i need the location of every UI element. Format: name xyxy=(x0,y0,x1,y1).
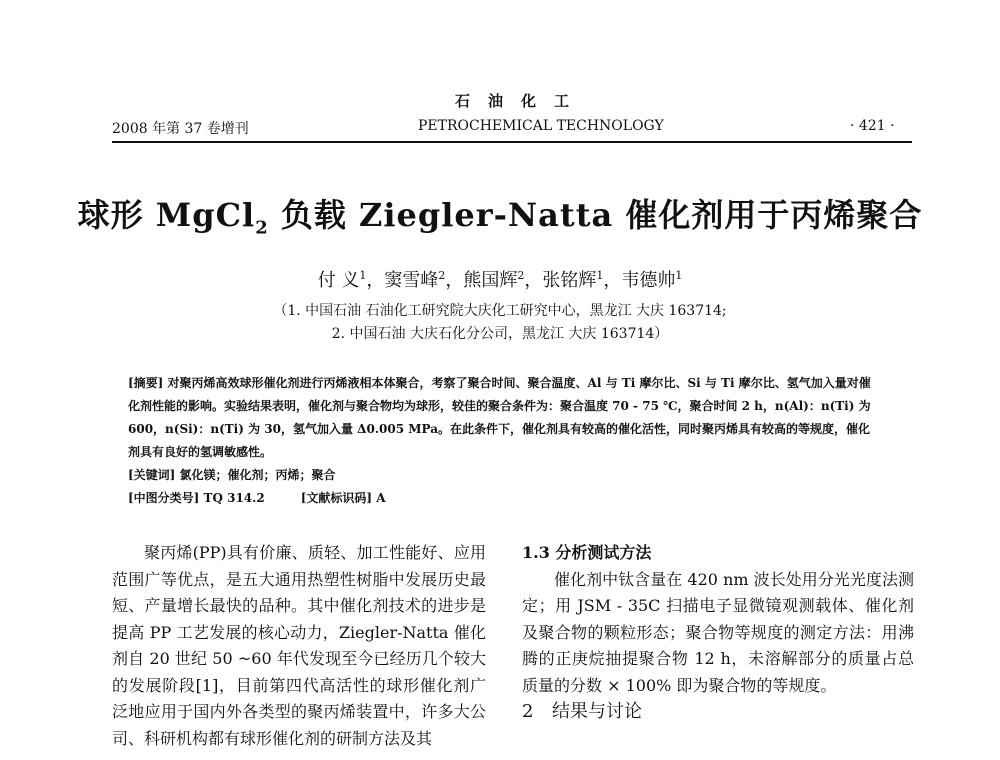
section-2-number: 2 xyxy=(522,701,534,722)
abstract xyxy=(128,372,880,464)
header-rule xyxy=(112,141,912,143)
author-affiliation-mark: 1 xyxy=(596,269,604,282)
author-list: 付 义$^1$，窦雪峰$^2$，熊国辉$^2$，张铭辉$^1$，韦德帅$^1$ xyxy=(317,269,683,291)
author-affiliation-mark: 1 xyxy=(675,269,683,282)
section-2-heading xyxy=(522,699,914,726)
document-code-label: [文献标识码] xyxy=(300,491,373,505)
journal-title-en: PETROCHEMICAL TECHNOLOGY xyxy=(418,118,664,134)
right-column xyxy=(522,540,914,726)
document-code-value: A xyxy=(376,491,386,505)
left-column xyxy=(112,540,486,752)
classification-value: TQ 314.2 xyxy=(203,491,265,505)
intro-paragraph: 聚丙烯(PP)具有价廉、质轻、加工性能好、应用范围广等优点，是五大通用热塑性树脂中发展历史最短、产量增长最快的品种。其中催化剂技术的进步是提高 PP 工艺发展的核心动力，Ziegler-Natta 催化剂自 20 世纪 50 ~60 年代发现至今已经历几个较大的发展阶段[1]，目前第四代高活性的球形催化剂广泛地应用于国内外各类型的聚丙烯装置中，许多大公司、科研机构都有球形催化剂的研制方法及其 xyxy=(112,543,486,748)
author-affiliation-mark: 1 xyxy=(359,269,367,282)
section-1-3-heading: 1.3 分析测试方法 xyxy=(522,543,652,562)
title-part-1: 球形 MgCl xyxy=(77,196,256,234)
abstract-text: 对聚丙烯高效球形催化剂进行丙烯液相本体聚合，考察了聚合时间、聚合温度、Al 与 Ti 摩尔比、Si 与 Ti 摩尔比、氢气加入量对催化剂性能的影响。实验结果表明，催化剂与聚合物均为球形，较佳的聚合条件为：聚合温度 70 - 75 ℃，聚合时间 2 h，n(Al)：n(Ti) 为 600，n(Si)：n(Ti) 为 30，氢气加入量 Δ0.005 MPa。在此条件下，催化剂具有较高的催化活性，同时聚丙烯具有较高的等规度，催化剂具有良好的氢调敏感性。 xyxy=(128,376,871,459)
abstract-label: [摘要] xyxy=(128,376,164,390)
author-name: 韦德帅 xyxy=(621,270,676,291)
affiliation-1: （1. 中国石油 石油化工研究院大庆化工研究中心，黑龙江 大庆 163714; xyxy=(273,303,727,319)
keywords-label: [关键词] xyxy=(128,468,176,482)
classification-label: [中图分类号] xyxy=(128,491,200,505)
author-name: 窦雪峰 xyxy=(384,270,439,291)
author-name: 张铭辉 xyxy=(542,270,597,291)
author-name: 付 义 xyxy=(317,270,360,291)
title-subscript: 2 xyxy=(255,217,269,239)
title-part-2: 负载 Ziegler-Natta 催化剂用于丙烯聚合 xyxy=(268,196,923,234)
author-name: 熊国辉 xyxy=(463,270,518,291)
author-affiliation-mark: 2 xyxy=(438,269,446,282)
article-title xyxy=(0,190,1000,238)
classification xyxy=(128,489,386,506)
page-number: · 421 · xyxy=(850,118,895,134)
author-affiliation-mark: 2 xyxy=(517,269,525,282)
issue-info: 2008 年第 37 卷增刊 xyxy=(112,121,249,137)
keywords-text: 氯化镁；催化剂；丙烯；聚合 xyxy=(179,468,336,482)
section-1-3-text: 催化剂中钛含量在 420 nm 波长处用分光光度法测定；用 JSM - 35C 扫描电子显微镜观测载体、催化剂及聚合物的颗粒形态；聚合物等规度的测定方法：用沸腾的正庚烷抽提聚合物 12 h，未溶解部分的质量占总质量的分数 × 100% 即为聚合物的等规度。 xyxy=(522,569,914,695)
affiliation-2: 2. 中国石油 大庆石化分公司，黑龙江 大庆 163714） xyxy=(331,326,669,342)
keywords xyxy=(128,466,336,483)
journal-title-cn: 石油化工 xyxy=(455,92,588,110)
section-2-title: 结果与讨论 xyxy=(552,701,642,722)
